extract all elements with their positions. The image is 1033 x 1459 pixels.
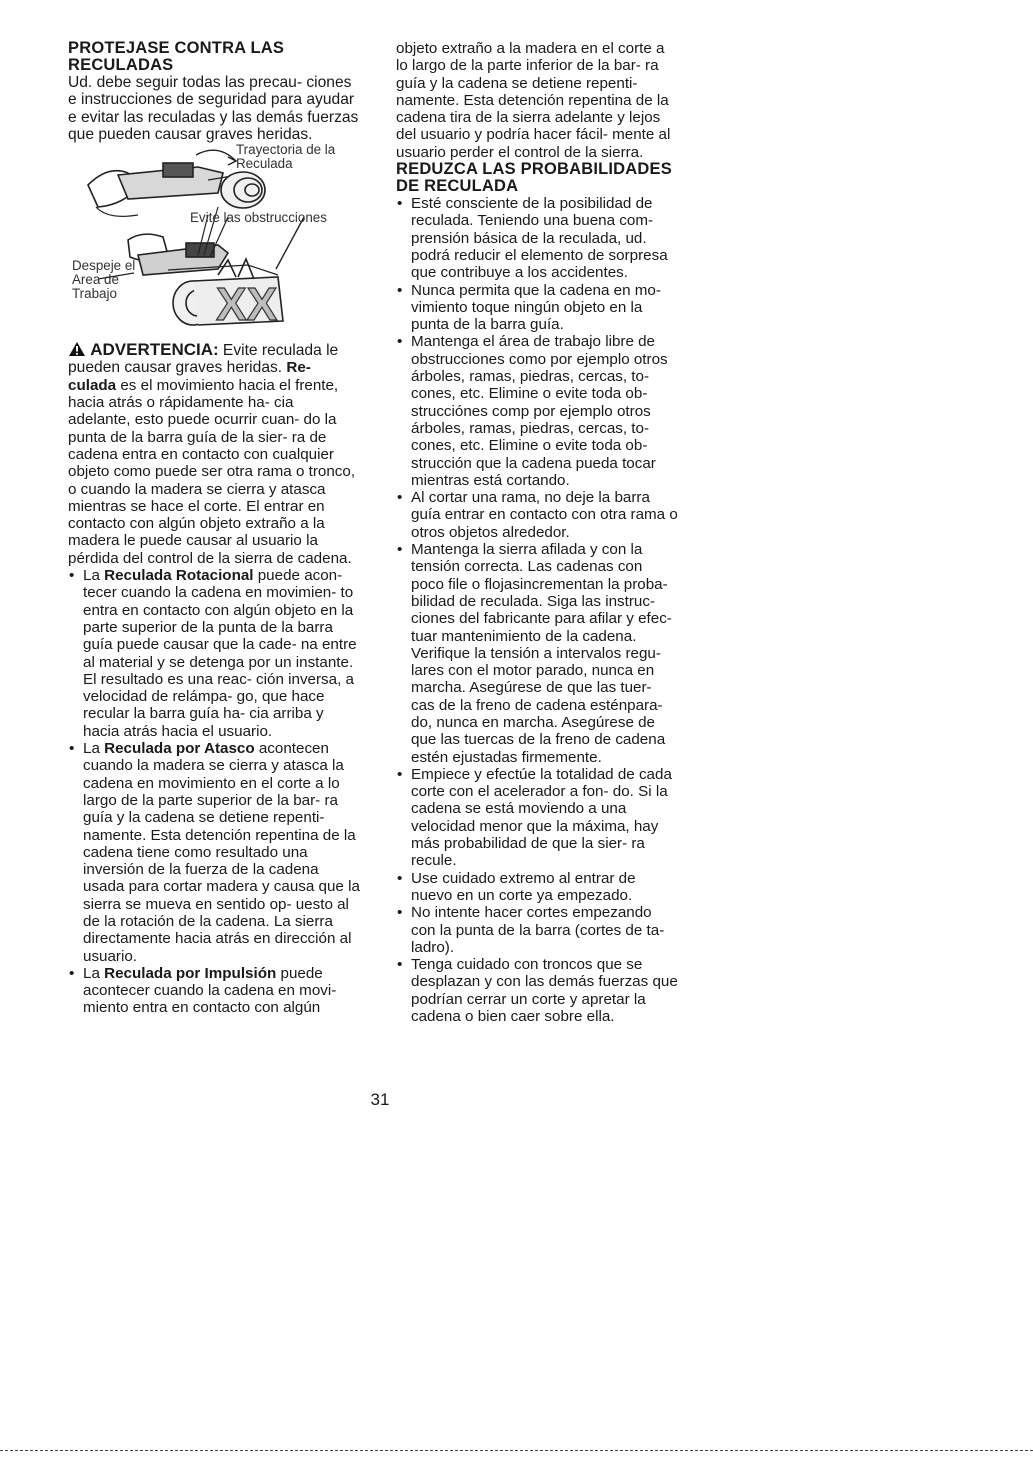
section-heading-kickback: PROTEJASE CONTRA LAS RECULADAS — [68, 39, 285, 74]
list-item: • Use cuidado extremo al entrar de nuevo en un corte ya empezado. — [396, 870, 678, 905]
list-item: • Esté consciente de la posibilidad de reculada. Teniendo una buena com- prensión básica de la reculada, ud. podrá reducir el elemento de sorpresa que contribuye a los accidentes. — [396, 195, 678, 281]
list-item: • Tenga cuidado con troncos que se desplazan y con las demás fuerzas que podrían cerrar un corte y apretar la cadena o bien caer sobre ella. — [396, 956, 678, 1025]
list-item: • La Reculada por Atasco acontecen cuando la madera se cierra y atasca la cadena en movimiento en el corte a lo largo de la parte superior de la bar- ra guía y la cadena se detiene repenti- namente. Esta detención repentina de la cadena tiene como resultado una inversión de la fuerza de la cadena usada para cortar madera y causa que la sierra se mueva en sentido op- uesto al de la rotación de la cadena. La sierra directamente hacia atrás en dirección al usuario. — [68, 740, 360, 965]
warning-triangle-icon — [68, 341, 86, 357]
warning-body: es el movimiento hacia el frente, hacia atrás o rápidamente ha- cia adelante, esto puede ocurrir cuan- do la punta de la barra guía de la sier- ra de cadena entra en contacto con cualquier objeto como puede ser otra rama o tronco, o cuando la madera se cierra y atasca mientras se hace el corte. El entrar en contacto con algún objeto extraño a la madera le puede causar al usuario la pérdida del control de la sierra de cadena. — [68, 376, 356, 567]
continuation-paragraph: objeto extraño a la madera en el corte a lo largo de la parte inferior de la bar- ra guía y la cadena se detiene repenti- namente. Esta detención repentina de la cadena tira de la sierra adelante y lejos del usuario y podría hacer fácil- mente al usuario perder el control de la sierra. — [396, 40, 671, 161]
right-column — [396, 40, 678, 1025]
section-heading-reduce: REDUZCA LAS PROBABILIDADES DE RECULADA — [396, 160, 672, 196]
list-item: • Al cortar una rama, no deje la barra guía entrar en contacto con otra rama o otros objetos alrededor. — [396, 489, 678, 541]
list-item: • Mantenga el área de trabajo libre de obstrucciones como por ejemplo otros árboles, ramas, piedras, cercas, to- cones, etc. Elimine o evite toda ob- strucciónes comp por ejemplo otros árboles, ramas, piedras, cercas, to- cones, etc. Elimine o evite toda ob- strucción que la cadena pueda tocar mientras está cortando. — [396, 333, 678, 489]
label-obstructions: Evite las obstrucciones — [190, 210, 327, 226]
label-trajectory: Trayectoria de la Reculada — [236, 142, 336, 172]
list-item: • La Reculada por Impulsión puede acontecer cuando la cadena en movi- miento entra en contacto con algún — [68, 965, 360, 1017]
reduce-kickback-list — [396, 195, 678, 1025]
left-column — [68, 40, 360, 1017]
list-item: • Mantenga la sierra afilada y con la tensión correcta. Las cadenas con poco file o flojasincrementan la proba- bilidad de reculada. Siga las instruc- ciones del fabricante para afilar y efec- tuar mantenimiento de la cadena. Verifique la tensión a intervalos regu- lares con el motor parado, nunca en marcha. Asegúrese de que las tuer- cas de la freno de cadena esténpara- do, nunca en marcha. Asegúrese de que las tuercas de la freno de cadena estén ejustadas firmemente. — [396, 541, 678, 766]
label-clear-area: Despeje el Area de Trabajo — [72, 258, 136, 302]
bottom-divider — [0, 1450, 1033, 1451]
list-item: • Empiece y efectúe la totalidad de cada corte con el acelerador a fon- do. Si la cadena se está moviendo a una velocidad menor que la máxima, hay más probabilidad de que la sier- ra recule. — [396, 766, 678, 870]
list-item: • Nunca permita que la cadena en mo- vimiento toque ningún objeto en la punta de la barra guía. — [396, 282, 678, 334]
warning-lead: Evite reculada le pueden causar graves heridas. — [68, 342, 339, 377]
kickback-illustration — [68, 142, 360, 337]
term-rotational: Reculada Rotacional — [104, 567, 254, 585]
chainsaw-kickback-drawing — [68, 142, 360, 337]
page-number: 31 — [370, 1090, 390, 1109]
warning-term: Re- culada — [68, 359, 311, 394]
prohibition-marks: XX — [216, 278, 278, 331]
list-item: • La Reculada Rotacional puede acon- tecer cuando la cadena en movimien- to entra en contacto con algún objeto en la parte superior de la punta de la barra guía puede causar que la cade- na entre al material y se detenga por un instante. El resultado es una reac- ción inversa, a velocidad de relámpa- go, que hace recular la barra guía ha- cia arriba y hacia atrás hacia el usuario. — [68, 567, 360, 740]
term-pinch: Reculada por Atasco — [104, 740, 255, 758]
term-pushback: Reculada por Impulsión — [104, 964, 277, 982]
list-item: • No intente hacer cortes empezando con la punta de la barra (cortes de ta- ladro). — [396, 904, 678, 956]
warning-paragraph — [68, 341, 360, 567]
intro-paragraph: Ud. debe seguir todas las precau- ciones e instrucciones de seguridad para ayudar e evitar las reculadas y las demás fuerzas que pueden causar graves heridas. — [68, 74, 359, 143]
warning-title: ADVERTENCIA: — [90, 340, 219, 360]
kickback-types-list — [68, 567, 360, 1017]
